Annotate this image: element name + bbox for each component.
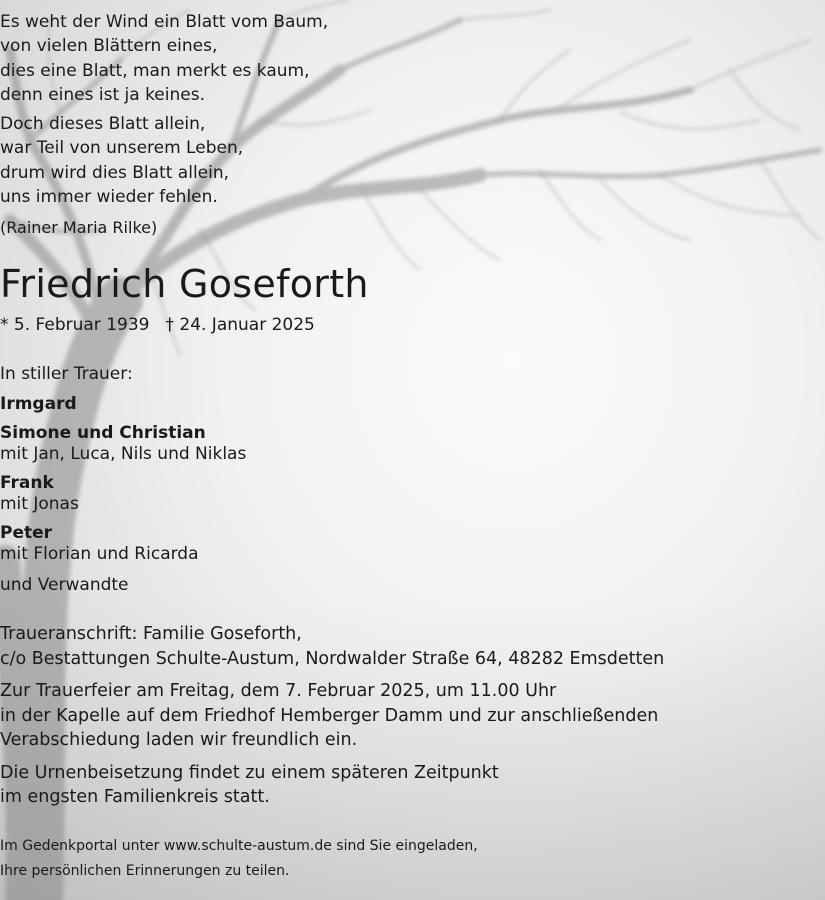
- poem-author: (Rainer Maria Rilke): [0, 218, 158, 238]
- mourning-address: [0, 622, 825, 671]
- mourners-intro: In stiller Trauer:: [0, 364, 133, 384]
- mourner-group: [0, 473, 825, 515]
- burial-line: im engsten Familienkreis statt.: [0, 787, 270, 807]
- burial-details: [0, 761, 825, 810]
- mourner-name: Simone und Christian: [0, 423, 206, 443]
- footer-line: Ihre persönlichen Erinnerungen zu teilen.: [0, 863, 290, 879]
- mourner-group: [0, 423, 825, 465]
- poem-line: von vielen Blättern eines,: [0, 36, 218, 57]
- deceased-name: Friedrich Goseforth: [0, 262, 369, 306]
- poem-line: Doch dieses Blatt allein,: [0, 114, 206, 135]
- poem-line: drum wird dies Blatt allein,: [0, 162, 230, 183]
- mourner-children: mit Jan, Luca, Nils und Niklas: [0, 444, 247, 464]
- relatives-line: und Verwandte: [0, 575, 129, 595]
- service-info: [0, 622, 825, 818]
- poem-line: uns immer wieder fehlen.: [0, 187, 218, 208]
- ceremony-line: Zur Trauerfeier am Freitag, dem 7. Februar 2025, um 11.00 Uhr: [0, 681, 557, 701]
- mourner-name: Peter: [0, 523, 53, 543]
- poem: [0, 10, 825, 241]
- mourner-name: Irmgard: [0, 394, 77, 414]
- mourner-group: [0, 523, 825, 565]
- address-line: Traueranschrift: Familie Goseforth,: [0, 624, 302, 644]
- mourner-children: mit Florian und Ricarda: [0, 544, 199, 564]
- life-dates: [0, 315, 825, 335]
- burial-line: Die Urnenbeisetzung findet zu einem späteren Zeitpunkt: [0, 762, 499, 783]
- address-line: c/o Bestattungen Schulte-Austum, Nordwalder Straße 64, 48282 Emsdetten: [0, 648, 665, 669]
- poem-line: war Teil von unserem Leben,: [0, 138, 244, 159]
- ceremony-line: Verabschiedung laden wir freundlich ein.: [0, 730, 358, 750]
- mourner-name: Frank: [0, 473, 54, 493]
- mourner-group: [0, 394, 825, 415]
- poem-line: denn eines ist ja keines.: [0, 84, 205, 105]
- footer-line: Im Gedenkportal unter www.schulte-austum.de sind Sie eingeladen,: [0, 838, 478, 854]
- death-date: † 24. Januar 2025: [165, 315, 315, 335]
- mourners-list: [0, 364, 825, 596]
- ceremony-line: in der Kapelle auf dem Friedhof Hemberger Damm und zur anschließenden: [0, 705, 659, 726]
- memorial-portal-note: [0, 834, 825, 884]
- ceremony-details: [0, 679, 825, 753]
- poem-line: Es weht der Wind ein Blatt vom Baum,: [0, 12, 329, 32]
- mourner-children: mit Jonas: [0, 494, 79, 514]
- birth-date: * 5. Februar 1939: [0, 315, 150, 335]
- poem-line: dies eine Blatt, man merkt es kaum,: [0, 60, 310, 81]
